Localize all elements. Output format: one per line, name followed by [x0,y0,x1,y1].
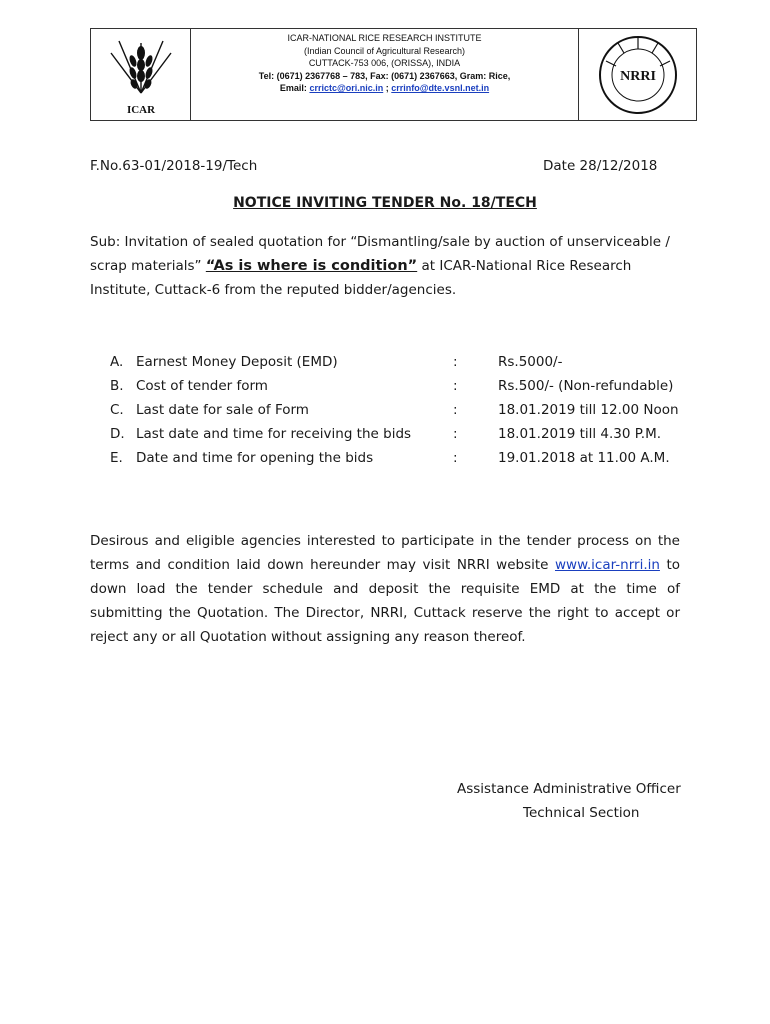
icar-logo [91,29,191,120]
item-letter: B. [110,378,124,394]
list-item [110,426,690,450]
list-item [110,378,690,402]
item-value: 19.01.2018 at 11.00 A.M. [498,450,670,466]
item-colon: : [453,426,458,442]
item-colon: : [453,450,458,466]
contact-email [191,82,578,95]
email-link-1[interactable]: crrictc@ori.nic.in [309,83,384,93]
institute-name: ICAR-NATIONAL RICE RESEARCH INSTITUTE [287,33,482,43]
signatory-section: Technical Section [523,805,640,821]
item-letter: D. [110,426,125,442]
notice-date: Date 28/12/2018 [543,158,658,174]
website-link[interactable]: www.icar-nrri.in [554,557,660,573]
item-letter: E. [110,450,123,466]
body-paragraph [90,529,680,649]
council-name: (Indian Council of Agricultural Research) [303,45,466,56]
subject-text-1: Sub: Invitation of sealed quotation for “Dismantling/sale by auction of unserviceable / scrap materials” [90,234,670,274]
item-label: Last date and time for receiving the bids [136,426,412,442]
item-value: 18.01.2019 till 4.30 P.M. [498,426,662,442]
svg-text:ICAR: ICAR [126,103,155,116]
institute-address [191,29,578,120]
institute-location: CUTTACK-753 006, (ORISSA), INDIA [308,58,461,68]
body-text-2: to down load the tender schedule and deposit the requisite EMD at the time of submitting the Quotation. The Director, NRRI, Cuttack reserve the right to accept or reject any or all Quotation without assigning any reason thereof. [90,557,680,645]
file-number: F.No.63-01/2018-19/Tech [90,158,258,174]
subject-text-2: at ICAR-National Rice Research Institute, Cuttack-6 from the reputed bidder/agencies. [90,258,632,298]
item-letter: C. [110,402,124,418]
item-label: Earnest Money Deposit (EMD) [136,354,338,370]
item-label: Last date for sale of Form [136,402,309,418]
list-item [110,402,690,426]
item-colon: : [453,378,458,394]
item-value: Rs.5000/- [498,354,563,370]
email-link-2[interactable]: crrinfo@dte.vsnl.net.in [391,83,490,93]
notice-title: NOTICE INVITING TENDER No. 18/TECH [233,195,537,211]
svg-text:NRRI: NRRI [619,68,656,84]
email-label: Email: [279,83,307,93]
signatory-title: Assistance Administrative Officer [457,781,681,797]
item-label: Date and time for opening the bids [136,450,374,466]
list-item [110,354,690,378]
item-value: 18.01.2019 till 12.00 Noon [498,402,679,418]
item-letter: A. [110,354,124,370]
item-label: Cost of tender form [136,378,268,394]
item-value: Rs.500/- (Non-refundable) [498,378,674,394]
nrri-seal-icon [596,33,680,117]
item-colon: : [453,354,458,370]
item-colon: : [453,402,458,418]
nrri-logo [578,29,696,120]
email-separator: ; [385,83,389,93]
body-text-1: Desirous and eligible agencies interested to participate in the tender process on the terms and condition laid down hereunder may visit NRRI website [90,533,680,573]
wheat-icon [99,33,183,117]
contact-phone: Tel: (0671) 2367768 – 783, Fax: (0671) 2367663, Gram: Rice, [258,70,511,81]
list-item [110,450,690,474]
subject-paragraph [90,230,680,302]
letterhead [90,28,697,121]
subject-emphasis: “As is where is condition” [205,258,418,274]
